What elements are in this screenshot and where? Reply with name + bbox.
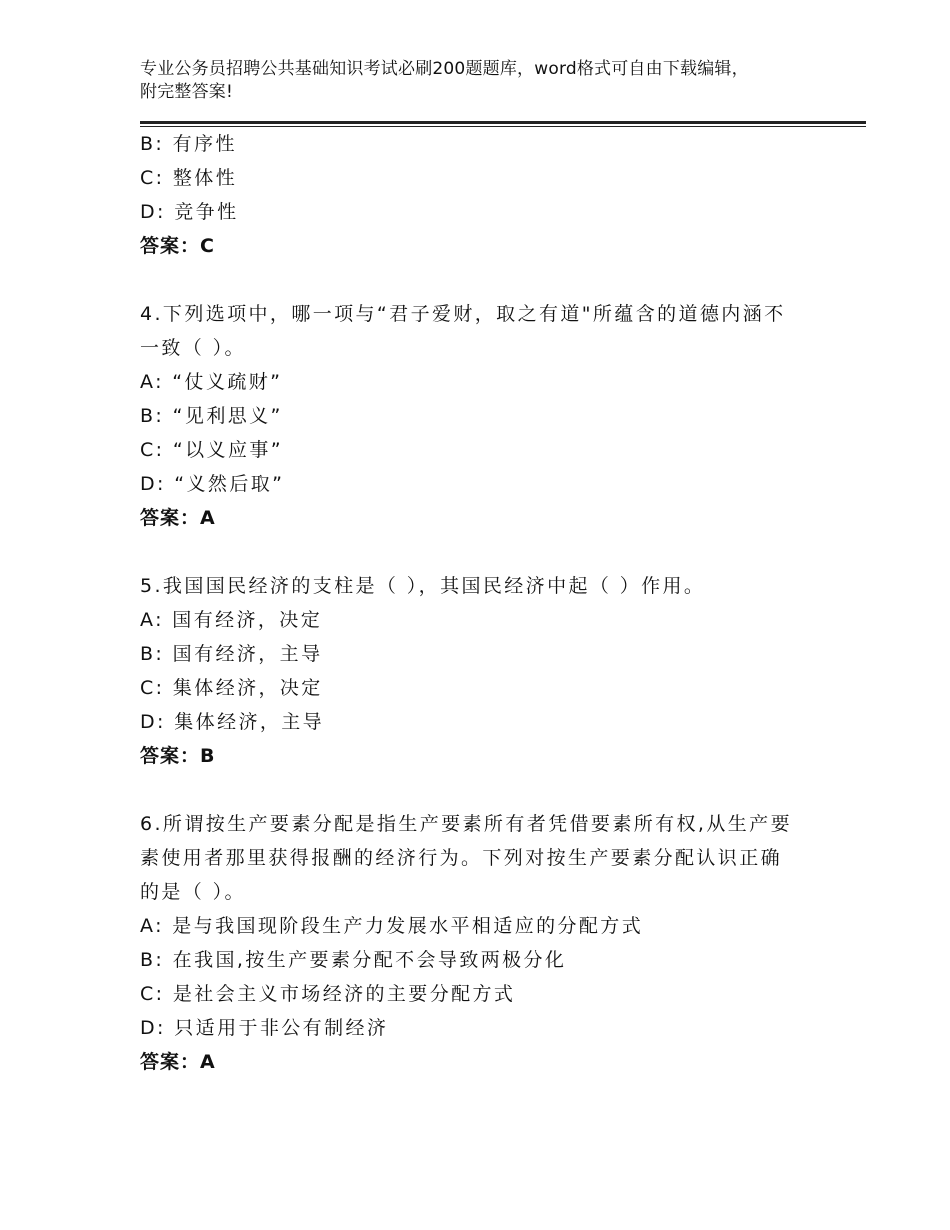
question-block-6 [140, 807, 820, 1079]
question-block-5 [140, 569, 820, 773]
header-line-1: 专业公务员招聘公共基础知识考试必刷200题题库，word格式可自由下载编辑， [140, 59, 749, 79]
option-a: A: 是与我国现阶段生产力发展水平相适应的分配方式 [140, 915, 644, 937]
option-d: D: 竞争性 [140, 201, 239, 223]
answer-line: 答案：A [140, 1051, 216, 1073]
option-c: C: 整体性 [140, 167, 238, 189]
option-d: D: 集体经济，主导 [140, 711, 325, 733]
question-stem-line: 的是（ ）。 [140, 881, 246, 903]
option-d: D: “义然后取” [140, 473, 285, 495]
header-line-2: 附完整答案! [140, 82, 234, 102]
option-c: C: 是社会主义市场经济的主要分配方式 [140, 983, 516, 1005]
answer-line: 答案：A [140, 507, 216, 529]
question-stem-line: 4.下列选项中，哪一项与“君子爱财，取之有道"所蕴含的道德内涵不 [140, 303, 786, 325]
question-stem-line: 素使用者那里获得报酬的经济行为。下列对按生产要素分配认识正确 [140, 847, 783, 869]
option-b: B: 国有经济，主导 [140, 643, 323, 665]
question-stem-line: 5.我国国民经济的支柱是（ ），其国民经济中起（ ）作用。 [140, 575, 706, 597]
page-header [140, 58, 820, 104]
question-block-4 [140, 297, 820, 535]
option-c: C: “以义应事” [140, 439, 283, 461]
option-b: B: “见利思义” [140, 405, 283, 427]
option-c: C: 集体经济，决定 [140, 677, 323, 699]
question-block-3 [140, 127, 820, 263]
spacer [140, 535, 820, 569]
option-d: D: 只适用于非公有制经济 [140, 1017, 389, 1039]
option-b: B: 有序性 [140, 133, 237, 155]
spacer [140, 773, 820, 807]
question-content [140, 127, 820, 1079]
option-b: B: 在我国,按生产要素分配不会导致两极分化 [140, 949, 567, 971]
option-a: A: “仗义疏财” [140, 371, 283, 393]
question-stem-line: 一致（ ）。 [140, 337, 246, 359]
header-rule-thick [140, 121, 866, 124]
answer-line: 答案：B [140, 745, 216, 767]
spacer [140, 263, 820, 297]
question-stem-line: 6.所谓按生产要素分配是指生产要素所有者凭借要素所有权,从生产要 [140, 813, 792, 835]
option-a: A: 国有经济，决定 [140, 609, 323, 631]
answer-line: 答案：C [140, 235, 215, 257]
